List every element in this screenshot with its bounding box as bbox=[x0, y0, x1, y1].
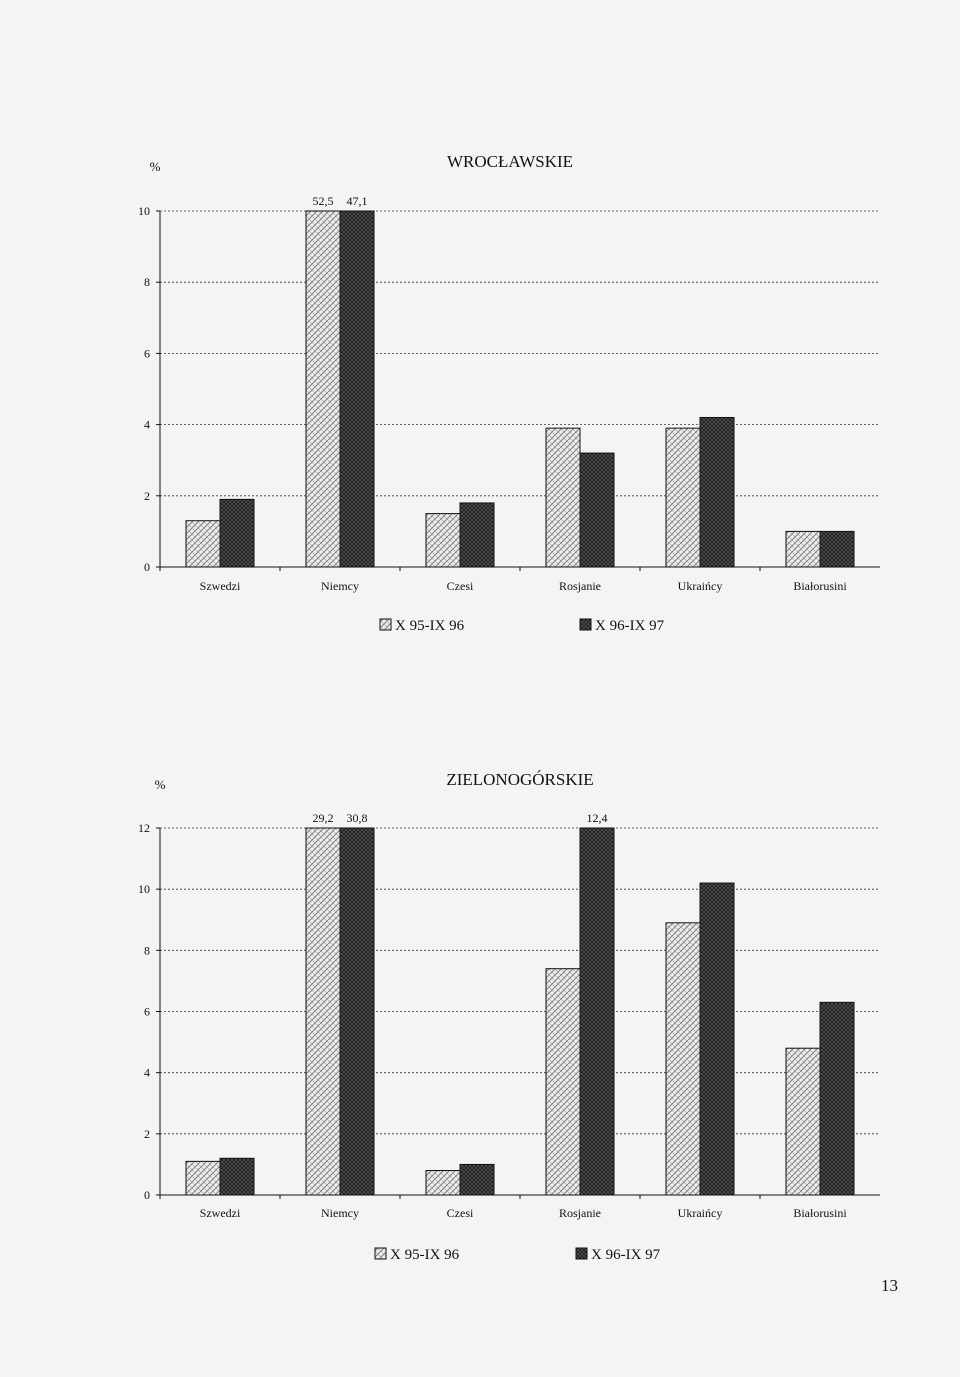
bar-czesi-series-1 bbox=[426, 1171, 460, 1195]
bar-ukraińcy-series-1 bbox=[666, 428, 700, 567]
chart-title: WROCŁAWSKIE bbox=[446, 152, 574, 171]
y-tick-label: 2 bbox=[144, 1126, 150, 1141]
legend-label-2: X 96-IX 97 bbox=[591, 1247, 661, 1263]
overflow-value-label: 12,4 bbox=[586, 811, 608, 825]
bar-rosjanie-series-1 bbox=[546, 428, 580, 567]
legend-swatch-1 bbox=[380, 619, 391, 630]
category-label: Rosjanie bbox=[559, 579, 601, 593]
legend-swatch-2 bbox=[580, 619, 591, 630]
bar-niemcy-series-1 bbox=[306, 828, 340, 1195]
legend-label-1: X 95-IX 96 bbox=[395, 618, 465, 634]
category-label: Niemcy bbox=[321, 579, 359, 593]
y-tick-label: 12 bbox=[138, 821, 150, 835]
chart-2 bbox=[138, 770, 880, 1263]
legend-swatch-2 bbox=[576, 1248, 587, 1259]
bar-ukraińcy-series-1 bbox=[666, 923, 700, 1195]
category-label: Białorusini bbox=[793, 1206, 847, 1220]
y-tick-label: 6 bbox=[144, 346, 150, 361]
category-label: Czesi bbox=[446, 579, 474, 593]
bar-szwedzi-series-1 bbox=[186, 521, 220, 567]
y-axis-label: % bbox=[149, 159, 161, 174]
overflow-value-label: 29,2 bbox=[312, 811, 334, 825]
page-number: 13 bbox=[881, 1276, 898, 1295]
category-label: Białorusini bbox=[793, 579, 847, 593]
bar-niemcy-series-1 bbox=[306, 211, 340, 567]
overflow-value-label: 47,1 bbox=[346, 194, 368, 208]
y-tick-label: 2 bbox=[144, 488, 150, 503]
category-label: Ukraińcy bbox=[677, 1206, 723, 1220]
chart-title: ZIELONOGÓRSKIE bbox=[446, 770, 594, 789]
bar-szwedzi-series-2 bbox=[220, 499, 254, 567]
category-label: Rosjanie bbox=[559, 1206, 601, 1220]
bar-niemcy-series-2 bbox=[340, 828, 374, 1195]
category-label: Szwedzi bbox=[199, 1206, 241, 1220]
y-tick-label: 10 bbox=[138, 882, 150, 897]
y-tick-label: 6 bbox=[144, 1004, 150, 1019]
category-label: Ukraińcy bbox=[677, 579, 723, 593]
bar-czesi-series-1 bbox=[426, 514, 460, 567]
bar-ukraińcy-series-2 bbox=[700, 417, 734, 567]
bar-rosjanie-series-1 bbox=[546, 969, 580, 1195]
category-label: Niemcy bbox=[321, 1206, 359, 1220]
bar-czesi-series-2 bbox=[460, 1164, 494, 1195]
y-tick-label: 4 bbox=[144, 417, 150, 432]
legend-swatch-1 bbox=[375, 1248, 386, 1259]
legend-label-2: X 96-IX 97 bbox=[595, 618, 665, 634]
overflow-value-label: 52,5 bbox=[312, 194, 334, 208]
y-tick-label: 10 bbox=[138, 204, 150, 218]
y-axis-label: % bbox=[154, 777, 166, 792]
bar-czesi-series-2 bbox=[460, 503, 494, 567]
bar-białorusini-series-2 bbox=[820, 531, 854, 567]
y-tick-label: 4 bbox=[144, 1065, 150, 1080]
bar-niemcy-series-2 bbox=[340, 211, 374, 567]
bar-ukraińcy-series-2 bbox=[700, 883, 734, 1195]
y-tick-label: 8 bbox=[144, 943, 150, 958]
bar-białorusini-series-1 bbox=[786, 1048, 820, 1195]
category-label: Szwedzi bbox=[199, 579, 241, 593]
y-tick-label: 8 bbox=[144, 275, 150, 290]
legend-label-1: X 95-IX 96 bbox=[390, 1247, 460, 1263]
category-label: Czesi bbox=[446, 1206, 474, 1220]
bar-białorusini-series-2 bbox=[820, 1002, 854, 1195]
bar-rosjanie-series-2 bbox=[580, 828, 614, 1195]
bar-białorusini-series-1 bbox=[786, 531, 820, 567]
bar-szwedzi-series-1 bbox=[186, 1161, 220, 1195]
overflow-value-label: 30,8 bbox=[346, 811, 368, 825]
bar-rosjanie-series-2 bbox=[580, 453, 614, 567]
y-tick-label: 0 bbox=[144, 1188, 150, 1202]
bar-szwedzi-series-2 bbox=[220, 1158, 254, 1195]
y-tick-label: 0 bbox=[144, 560, 150, 574]
chart-1 bbox=[138, 152, 880, 634]
